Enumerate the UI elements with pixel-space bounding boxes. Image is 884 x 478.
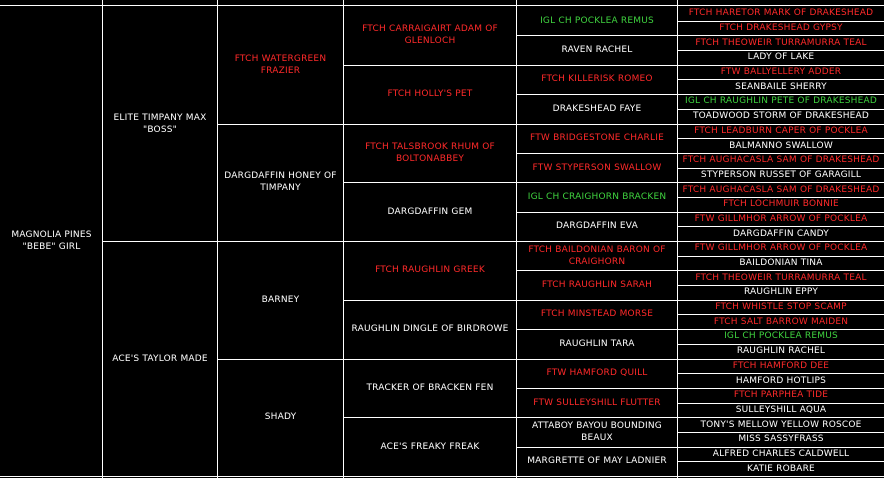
gen4-dog: ATTABOY BAYOU BOUNDING BEAUX: [531, 420, 662, 443]
gen4-dog: RAUGHLIN TARA: [559, 338, 635, 349]
gen5-dog: FTCH HARETOR MARK OF DRAKESHEAD: [688, 8, 874, 19]
gen5-dog: FTCH AUGHACASLA SAM OF DRAKESHEAD: [682, 184, 880, 195]
gen5-dog: FTCH PARPHEA TIDE: [733, 390, 829, 401]
gen5-dog: HAMFORD HOTLIPS: [735, 375, 827, 386]
column-divider: [677, 0, 678, 478]
gen4-dog: FTCH MINSTEAD MORSE: [540, 309, 654, 320]
gen4-dog: FTCH RAUGHLIN SARAH: [541, 280, 653, 291]
gen5-dog: STYPERSON RUSSET OF GARAGILL: [700, 169, 862, 180]
gen5-dog: LADY OF LAKE: [747, 52, 815, 63]
gen5-dog: BAILDONIAN TINA: [739, 258, 823, 269]
grandparent-dog: SHADY: [264, 412, 297, 423]
gen5-dog: RAUGHLIN RACHEL: [736, 346, 826, 357]
gen3-dog: FTCH TALSBROOK RHUM OF BOLTONABBEY: [365, 141, 495, 164]
gen5-dog: FTCH WHISTLE STOP SCAMP: [715, 302, 847, 313]
gen4-dog: FTCH BAILDONIAN BARON OF CRAIGHORN: [528, 244, 666, 267]
column-divider: [343, 0, 344, 478]
gen3-dog: FTCH HOLLY'S PET: [387, 89, 473, 100]
gen4-dog: IGL CH CRAIGHORN BRACKEN: [527, 191, 667, 202]
gen5-dog: MISS SASSYFRASS: [738, 434, 824, 445]
gen5-dog: SEANBAILE SHERRY: [735, 81, 827, 92]
gen5-dog: IGL CH POCKLEA REMUS: [724, 331, 838, 342]
gen5-dog: TOADWOOD STORM OF DRAKESHEAD: [692, 111, 870, 122]
gen4-dog: FTCH KILLERISK ROMEO: [541, 74, 653, 85]
gen3-dog: TRACKER OF BRACKEN FEN: [366, 382, 494, 393]
gen5-dog: RAUGHLIN EPPY: [743, 287, 819, 298]
column-divider: [217, 0, 218, 478]
grandparent-dog: DARGDAFFIN HONEY OF TIMPANY: [224, 171, 337, 194]
gen5-dog: FTW GILLMHOR ARROW OF POCKLEA: [694, 243, 868, 254]
gen5-dog: FTCH THEOWEIR TURRAMURRA TEAL: [695, 37, 867, 48]
gen5-dog: FTCH THEOWEIR TURRAMURRA TEAL: [695, 272, 867, 283]
gen5-dog: SULLEYSHILL AQUA: [735, 404, 827, 415]
parent-dog: ELITE TIMPANY MAX "BOSS": [113, 112, 207, 135]
gen4-dog: MARGRETTE OF MAY LADNIER: [527, 456, 667, 467]
parent-dog: ACE'S TAYLOR MADE: [112, 353, 208, 364]
column-divider: [102, 0, 103, 478]
gen3-dog: RAUGHLIN DINGLE OF BIRDROWE: [351, 324, 509, 335]
gen5-dog: FTCH DRAKESHEAD GYPSY: [719, 23, 843, 34]
column-divider: [516, 0, 517, 478]
gen4-dog: IGL CH POCKLEA REMUS: [540, 15, 654, 26]
gen5-dog: FTCH LEADBURN CAPER OF POCKLEA: [694, 125, 868, 136]
gen5-dog: DARGDAFFIN CANDY: [733, 228, 829, 239]
grandparent-dog: BARNEY: [261, 294, 300, 305]
gen4-dog: FTW HAMFORD QUILL: [546, 368, 648, 379]
gen4-dog: FTW STYPERSON SWALLOW: [532, 162, 662, 173]
gen4-dog: FTW BRIDGESTONE CHARLIE: [530, 133, 664, 144]
gen5-dog: FTCH LOCHMUIR BONNIE: [723, 199, 839, 210]
gen5-dog: FTCH HAMFORD DEE: [732, 360, 830, 371]
gen4-dog: DRAKESHEAD FAYE: [552, 103, 642, 114]
bottom-rule: [0, 476, 884, 477]
gen5-dog: TONY'S MELLOW YELLOW ROSCOE: [700, 419, 862, 430]
gen3-dog: FTCH CARRAIGAIRT ADAM OF GLENLOCH: [362, 24, 498, 47]
subject-dog: MAGNOLIA PINES "BEBE" GIRL: [11, 230, 92, 252]
gen5-dog: FTW GILLMHOR ARROW OF POCKLEA: [694, 213, 868, 224]
gen3-dog: ACE'S FREAKY FREAK: [380, 441, 480, 452]
gen4-dog: DARGDAFFIN EVA: [556, 221, 638, 232]
grandparent-dog: FTCH WATERGREEN FRAZIER: [234, 53, 327, 76]
gen5-dog: ALFRED CHARLES CALDWELL: [712, 448, 850, 459]
gen5-dog: FTCH SALT BARROW MAIDEN: [713, 316, 849, 327]
gen3-dog: DARGDAFFIN GEM: [387, 206, 473, 217]
gen4-dog: FTW SULLEYSHILL FLUTTER: [533, 397, 661, 408]
gen5-dog: KATIE ROBARE: [747, 463, 815, 474]
gen5-dog: FTW BALLYELLERY ADDER: [720, 67, 842, 78]
gen4-dog: RAVEN RACHEL: [561, 45, 633, 56]
gen5-dog: BALMANNO SWALLOW: [729, 140, 833, 151]
gen3-dog: FTCH RAUGHLIN GREEK: [375, 265, 485, 276]
gen5-dog: FTCH AUGHACASLA SAM OF DRAKESHEAD: [682, 155, 880, 166]
gen5-dog: IGL CH RAUGHLIN PETE OF DRAKESHEAD: [685, 96, 877, 107]
